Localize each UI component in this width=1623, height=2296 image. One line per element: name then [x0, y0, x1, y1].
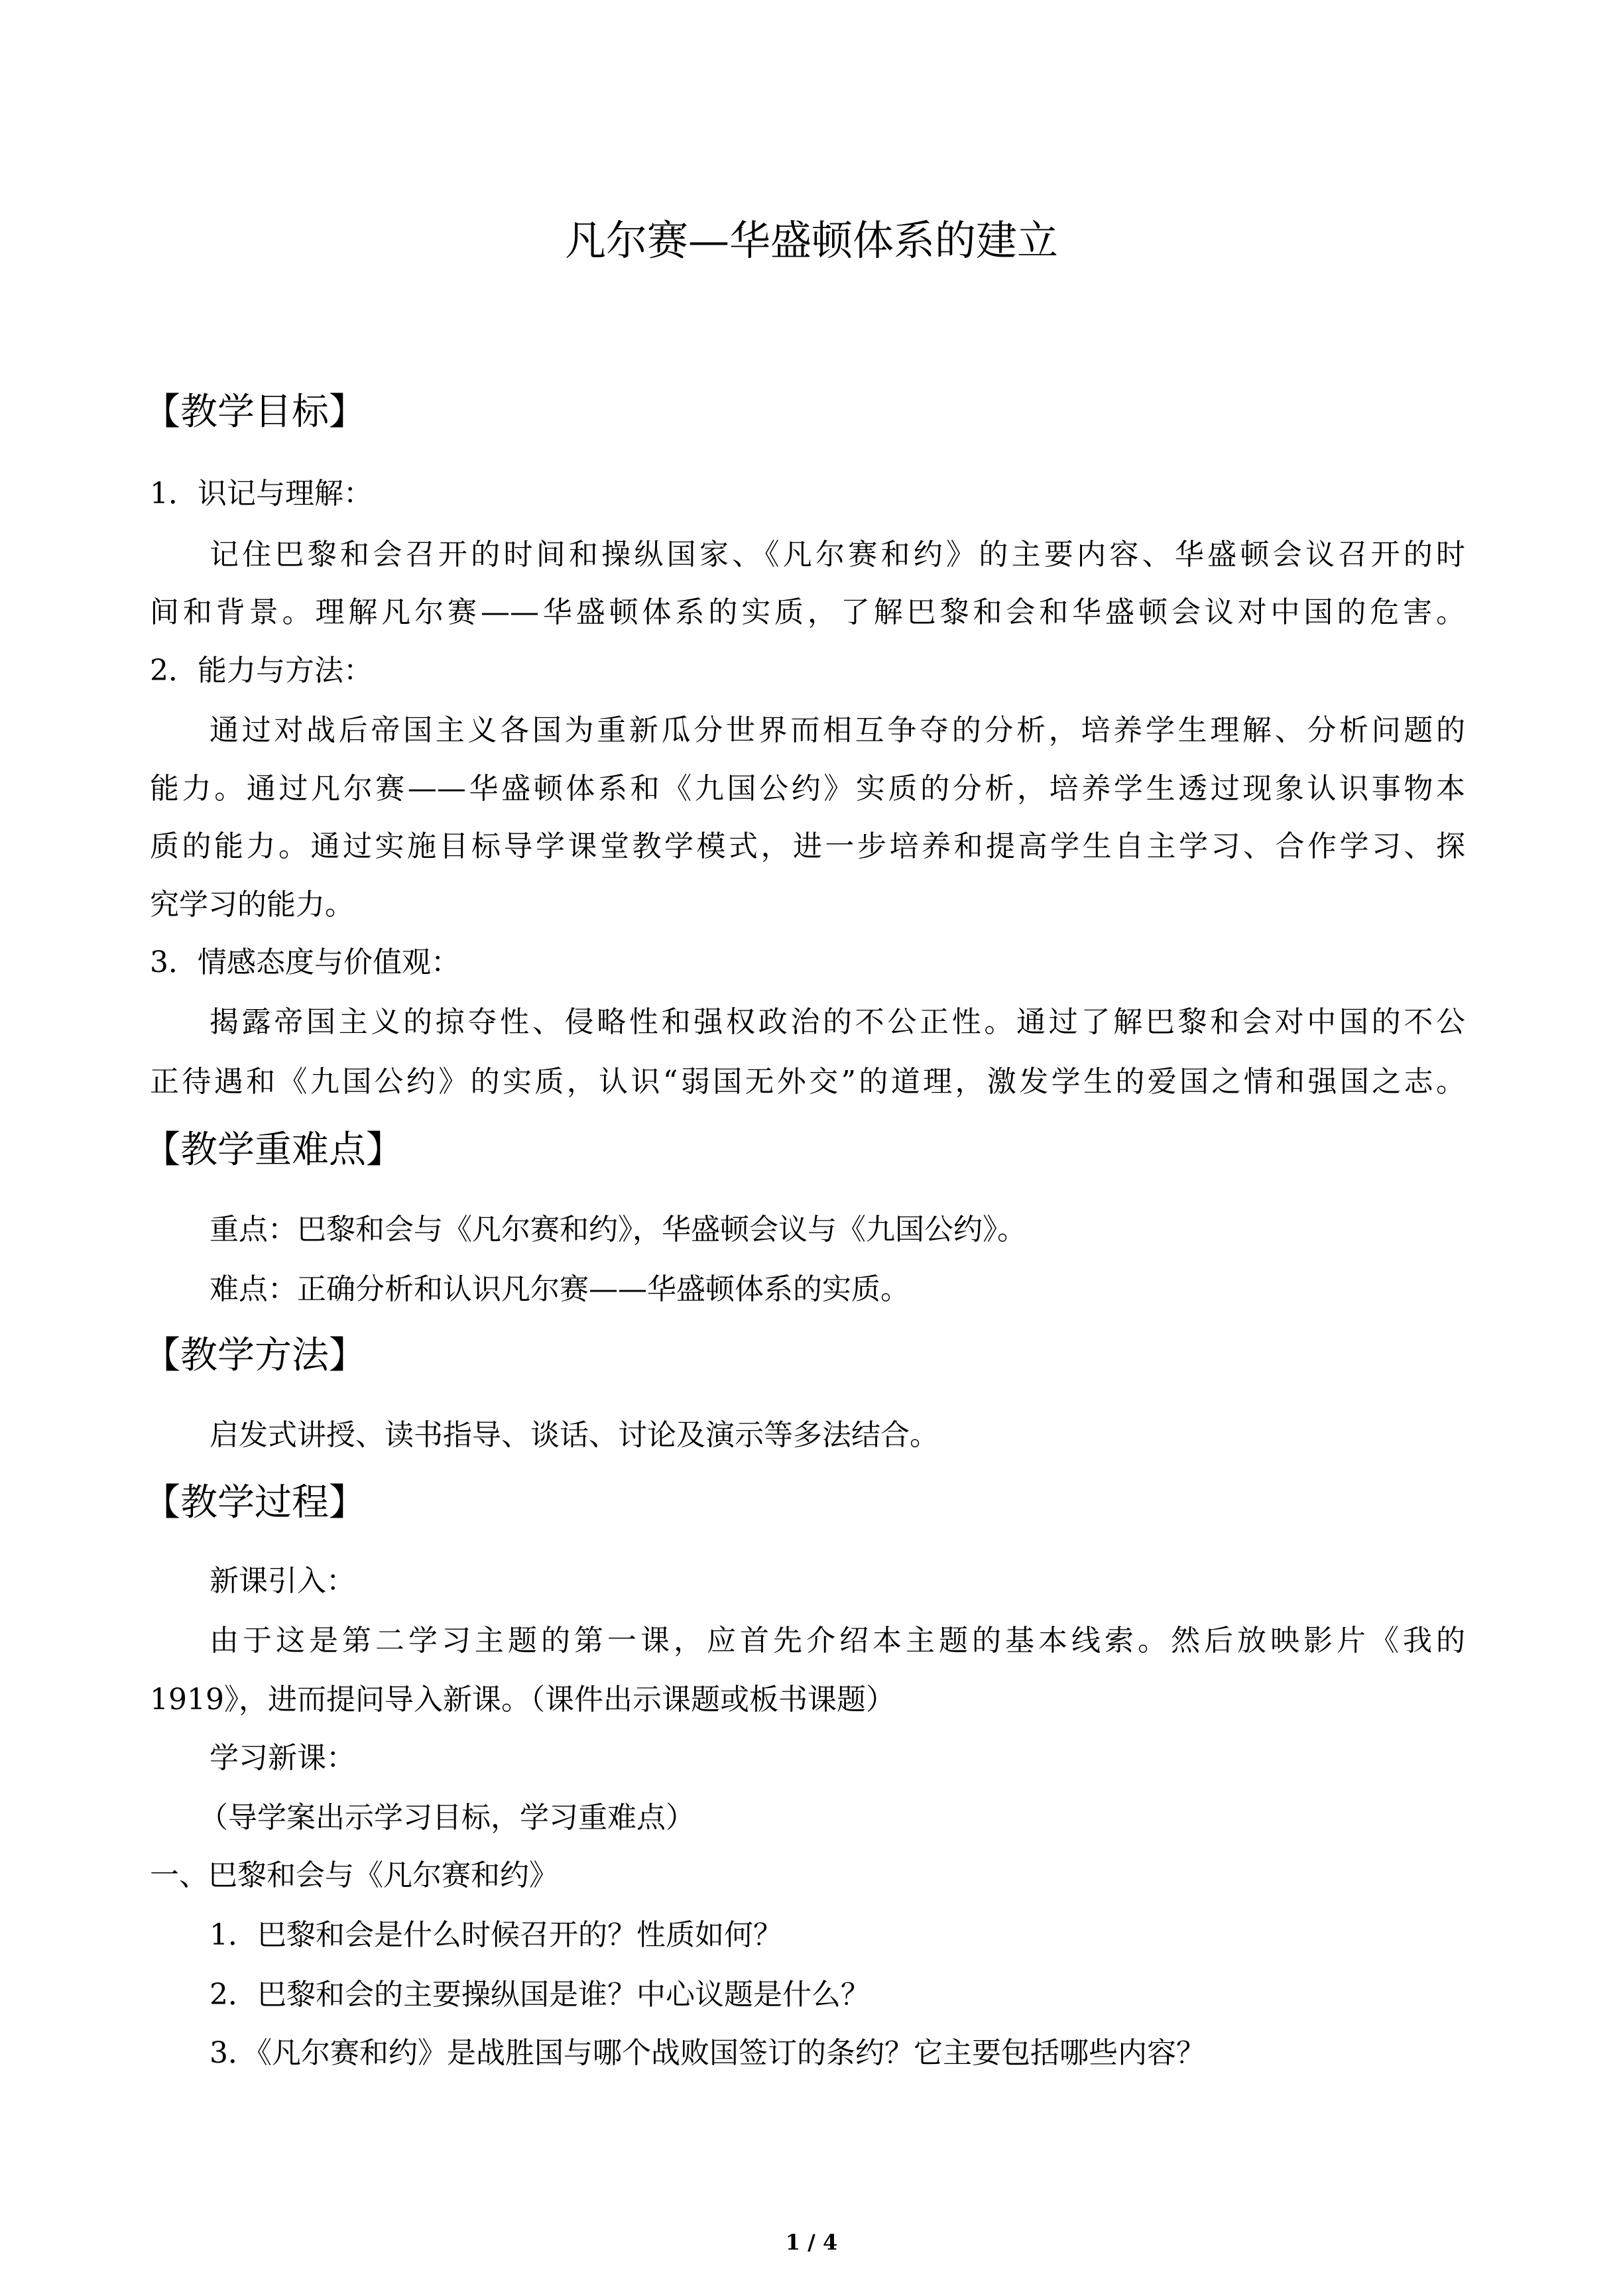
- page-number: 1 / 4: [785, 2230, 838, 2255]
- key-point-focus: 重点：巴黎和会与《凡尔赛和约》，华盛顿会议与《九国公约》。: [210, 1213, 1026, 1246]
- objective-2-line-4: 究学习的能力。: [150, 888, 354, 922]
- key-point-difficulty: 难点：正确分析和认识凡尔赛——华盛顿体系的实质。: [210, 1272, 910, 1306]
- objective-1-label: 1．识记与理解：: [150, 477, 373, 511]
- heading-teaching-methods: 【教学方法】: [143, 1334, 366, 1377]
- heading-teaching-process: 【教学过程】: [143, 1481, 366, 1524]
- objective-1-line-2: 间和背景。理解凡尔赛——华盛顿体系的实质，了解巴黎和会和华盛顿会议对中国的危害。: [150, 595, 1465, 629]
- objective-2-line-2: 能力。通过凡尔赛——华盛顿体系和《九国公约》实质的分析，培养学生透过现象认识事物本: [150, 772, 1465, 806]
- methods-text: 启发式讲授、读书指导、谈话、讨论及演示等多法结合。: [210, 1418, 939, 1452]
- objective-3-label: 3．情感态度与价值观：: [150, 945, 460, 979]
- page-title: 凡尔赛—华盛顿体系的建立: [564, 216, 1058, 265]
- heading-key-points: 【教学重难点】: [143, 1128, 403, 1172]
- question-1: 1．巴黎和会是什么时候召开的？性质如何？: [210, 1918, 782, 1952]
- objective-2-label: 2．能力与方法：: [150, 654, 373, 688]
- objective-2-line-3: 质的能力。通过实施目标导学课堂教学模式，进一步培养和提高学生自主学习、合作学习、探: [150, 829, 1465, 863]
- new-lesson-note: （导学案出示学习目标，学习重难点）: [199, 1801, 695, 1835]
- objective-2-line-1: 通过对战后帝国主义各国为重新瓜分世界而相互争夺的分析，培养学生理解、分析问题的: [210, 713, 1465, 747]
- objective-3-line-1: 揭露帝国主义的掠夺性、侵略性和强权政治的不公正性。通过了解巴黎和会对中国的不公: [210, 1005, 1465, 1039]
- intro-line-1: 由于这是第二学习主题的第一课，应首先介绍本主题的基本线索。然后放映影片《我的: [210, 1624, 1465, 1658]
- intro-line-2: 1919》，进而提问导入新课。（课件出示课题或板书课题）: [150, 1683, 895, 1717]
- objective-1-line-1: 记住巴黎和会召开的时间和操纵国家、《凡尔赛和约》的主要内容、华盛顿会议召开的时: [210, 538, 1465, 572]
- question-2: 2．巴黎和会的主要操纵国是谁？中心议题是什么？: [210, 1978, 870, 2012]
- question-3: 3．《凡尔赛和约》是战胜国与哪个战败国签订的条约？它主要包括哪些内容？: [210, 2036, 1205, 2070]
- heading-teaching-objectives: 【教学目标】: [143, 391, 366, 434]
- section-1-title: 一、巴黎和会与《凡尔赛和约》: [150, 1858, 558, 1892]
- new-lesson-label: 学习新课：: [210, 1741, 355, 1775]
- objective-3-line-2: 正待遇和《九国公约》的实质，认识“弱国无外交”的道理，激发学生的爱国之情和强国之志。: [150, 1065, 1465, 1099]
- intro-label: 新课引入：: [210, 1564, 355, 1598]
